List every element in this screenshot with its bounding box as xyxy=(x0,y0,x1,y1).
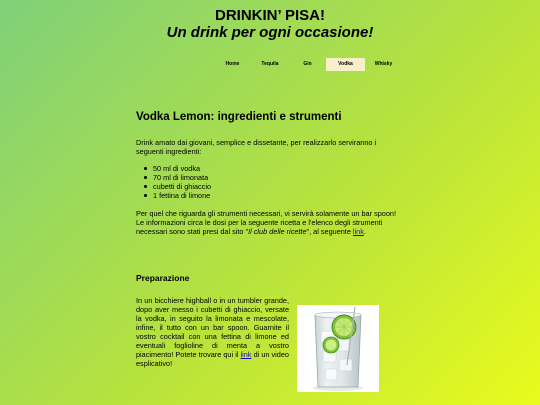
tools-text-2: ", al seguente xyxy=(306,227,353,236)
list-item: 70 ml di limonata xyxy=(153,173,211,182)
tools-text: Per quel che riguarda gli strumenti necessari, vi servirà solamente un bar spoon! Le informazioni circa le dosi per la seguente ricetta e l'elenco degli strumenti necessari sono stati presi dal sito " xyxy=(136,209,396,236)
tools-paragraph xyxy=(136,209,404,236)
prep-text-end: di un video esplicativo! xyxy=(136,350,289,368)
prep-text: In un bicchiere highball o in un tumbler grande, dopo aver messo i cubetti di ghiaccio, versate la vodka, in seguito la limonata e mescolate, infine, il tutto con un bar spoon. Guarnite il vostro cocktail con una fettina di limone ed eventuali foglioline di menta a vostro piacimento! Potete trovare qui il xyxy=(136,296,289,359)
list-item: 50 ml di vodka xyxy=(153,164,211,173)
intro-paragraph: Drink amato dai giovani, semplice e dissetante, per realizzarlo serviranno i seguenti ingredienti: xyxy=(136,138,377,156)
ingredients-list xyxy=(153,164,211,200)
vodka-lemon-photo xyxy=(297,305,379,392)
site-title: DRINKIN’ PISA! xyxy=(214,7,325,24)
highball-glass-illustration xyxy=(297,305,379,392)
nav-item-tequila[interactable]: Tequila xyxy=(261,61,279,67)
tools-text-end: . xyxy=(363,227,366,236)
article-title: Vodka Lemon: ingredienti e strumenti xyxy=(136,111,342,123)
preparation-heading: Preparazione xyxy=(136,273,190,283)
site-subtitle: Un drink per ogni occasione! xyxy=(166,24,374,41)
list-item: 1 fettina di limone xyxy=(153,191,211,200)
nav-item-gin[interactable]: Gin xyxy=(303,61,312,67)
nav-item-whisky[interactable]: Whisky xyxy=(374,61,393,67)
preparation-paragraph xyxy=(136,296,289,368)
nav-item-home[interactable]: Home xyxy=(225,61,240,67)
recipe-source-link[interactable]: link xyxy=(352,227,364,236)
video-link[interactable]: link xyxy=(240,350,252,359)
main-nav xyxy=(214,58,402,71)
nav-item-vodka[interactable]: Vodka xyxy=(326,58,365,71)
list-item: cubetti di ghiaccio xyxy=(153,182,212,191)
source-name: Il club delle ricette xyxy=(248,227,307,236)
